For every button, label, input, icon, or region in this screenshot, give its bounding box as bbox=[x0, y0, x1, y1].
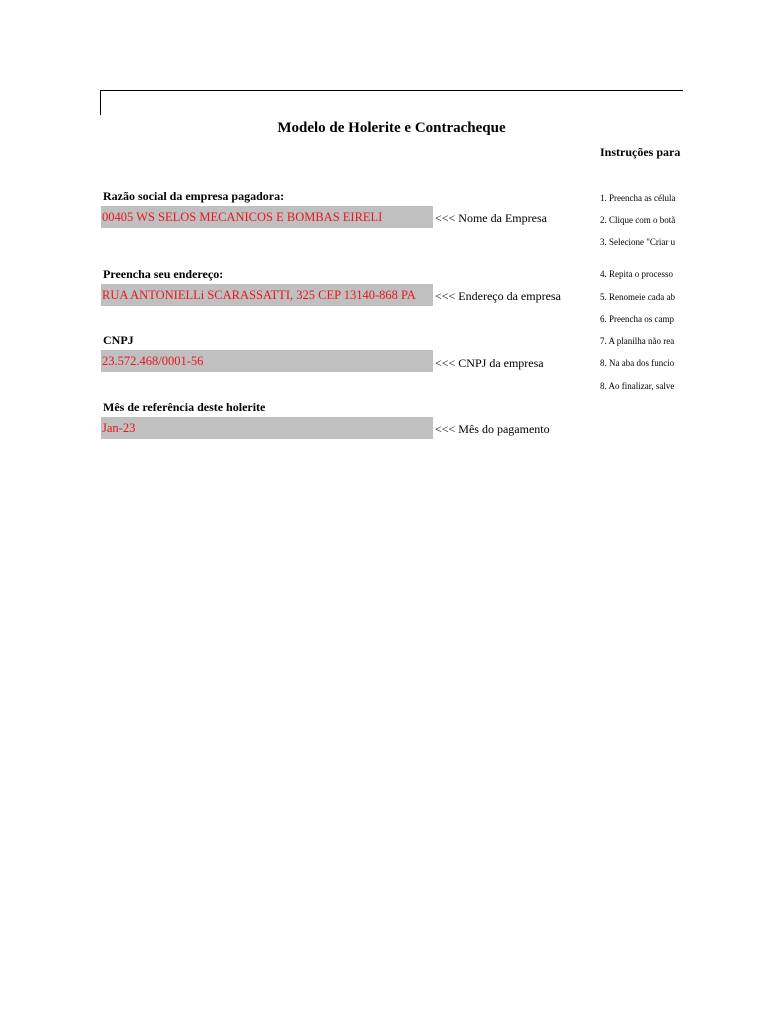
company-name-label: Razão social da empresa pagadora: bbox=[103, 189, 285, 203]
company-name-hint: <<< Nome da Empresa bbox=[435, 211, 547, 225]
address-label: Preencha seu endereço: bbox=[103, 267, 224, 281]
instruction-item: 4. Repita o processo bbox=[600, 269, 673, 279]
cnpj-cell[interactable]: 23.572.468/0001-56 bbox=[101, 350, 433, 372]
month-cell[interactable]: Jan-23 bbox=[101, 417, 433, 439]
instruction-item: 5. Renomeie cada ab bbox=[600, 292, 675, 302]
document-title: Modelo de Holerite e Contracheque bbox=[277, 120, 506, 136]
instruction-item: 7. A planilha não rea bbox=[600, 336, 675, 346]
instruction-item: 1. Preencha as célula bbox=[600, 193, 676, 203]
instruction-item: 8. Na aba dos funcio bbox=[600, 358, 675, 368]
instructions-title: Instruções para bbox=[600, 145, 681, 159]
frame-top-border bbox=[100, 90, 683, 91]
month-label: Mês de referência deste holerite bbox=[103, 400, 266, 414]
month-hint: <<< Mês do pagamento bbox=[435, 422, 550, 436]
address-cell[interactable]: RUA ANTONIELLi SCARASSATTI, 325 CEP 13140-868 PA bbox=[101, 284, 433, 306]
instruction-item: 2. Clique com o botã bbox=[600, 215, 676, 225]
company-name-cell[interactable]: 00405 WS SELOS MECANICOS E BOMBAS EIRELI bbox=[101, 206, 433, 228]
cnpj-hint: <<< CNPJ da empresa bbox=[435, 356, 544, 370]
address-hint: <<< Endereço da empresa bbox=[435, 289, 561, 303]
instruction-item: 3. Selecione "Criar u bbox=[600, 237, 676, 247]
cnpj-label: CNPJ bbox=[103, 333, 134, 347]
frame-left-border bbox=[100, 90, 101, 115]
instruction-item: 6. Preencha os camp bbox=[600, 314, 674, 324]
instruction-item: 8. Ao finalizar, salve bbox=[600, 381, 675, 391]
